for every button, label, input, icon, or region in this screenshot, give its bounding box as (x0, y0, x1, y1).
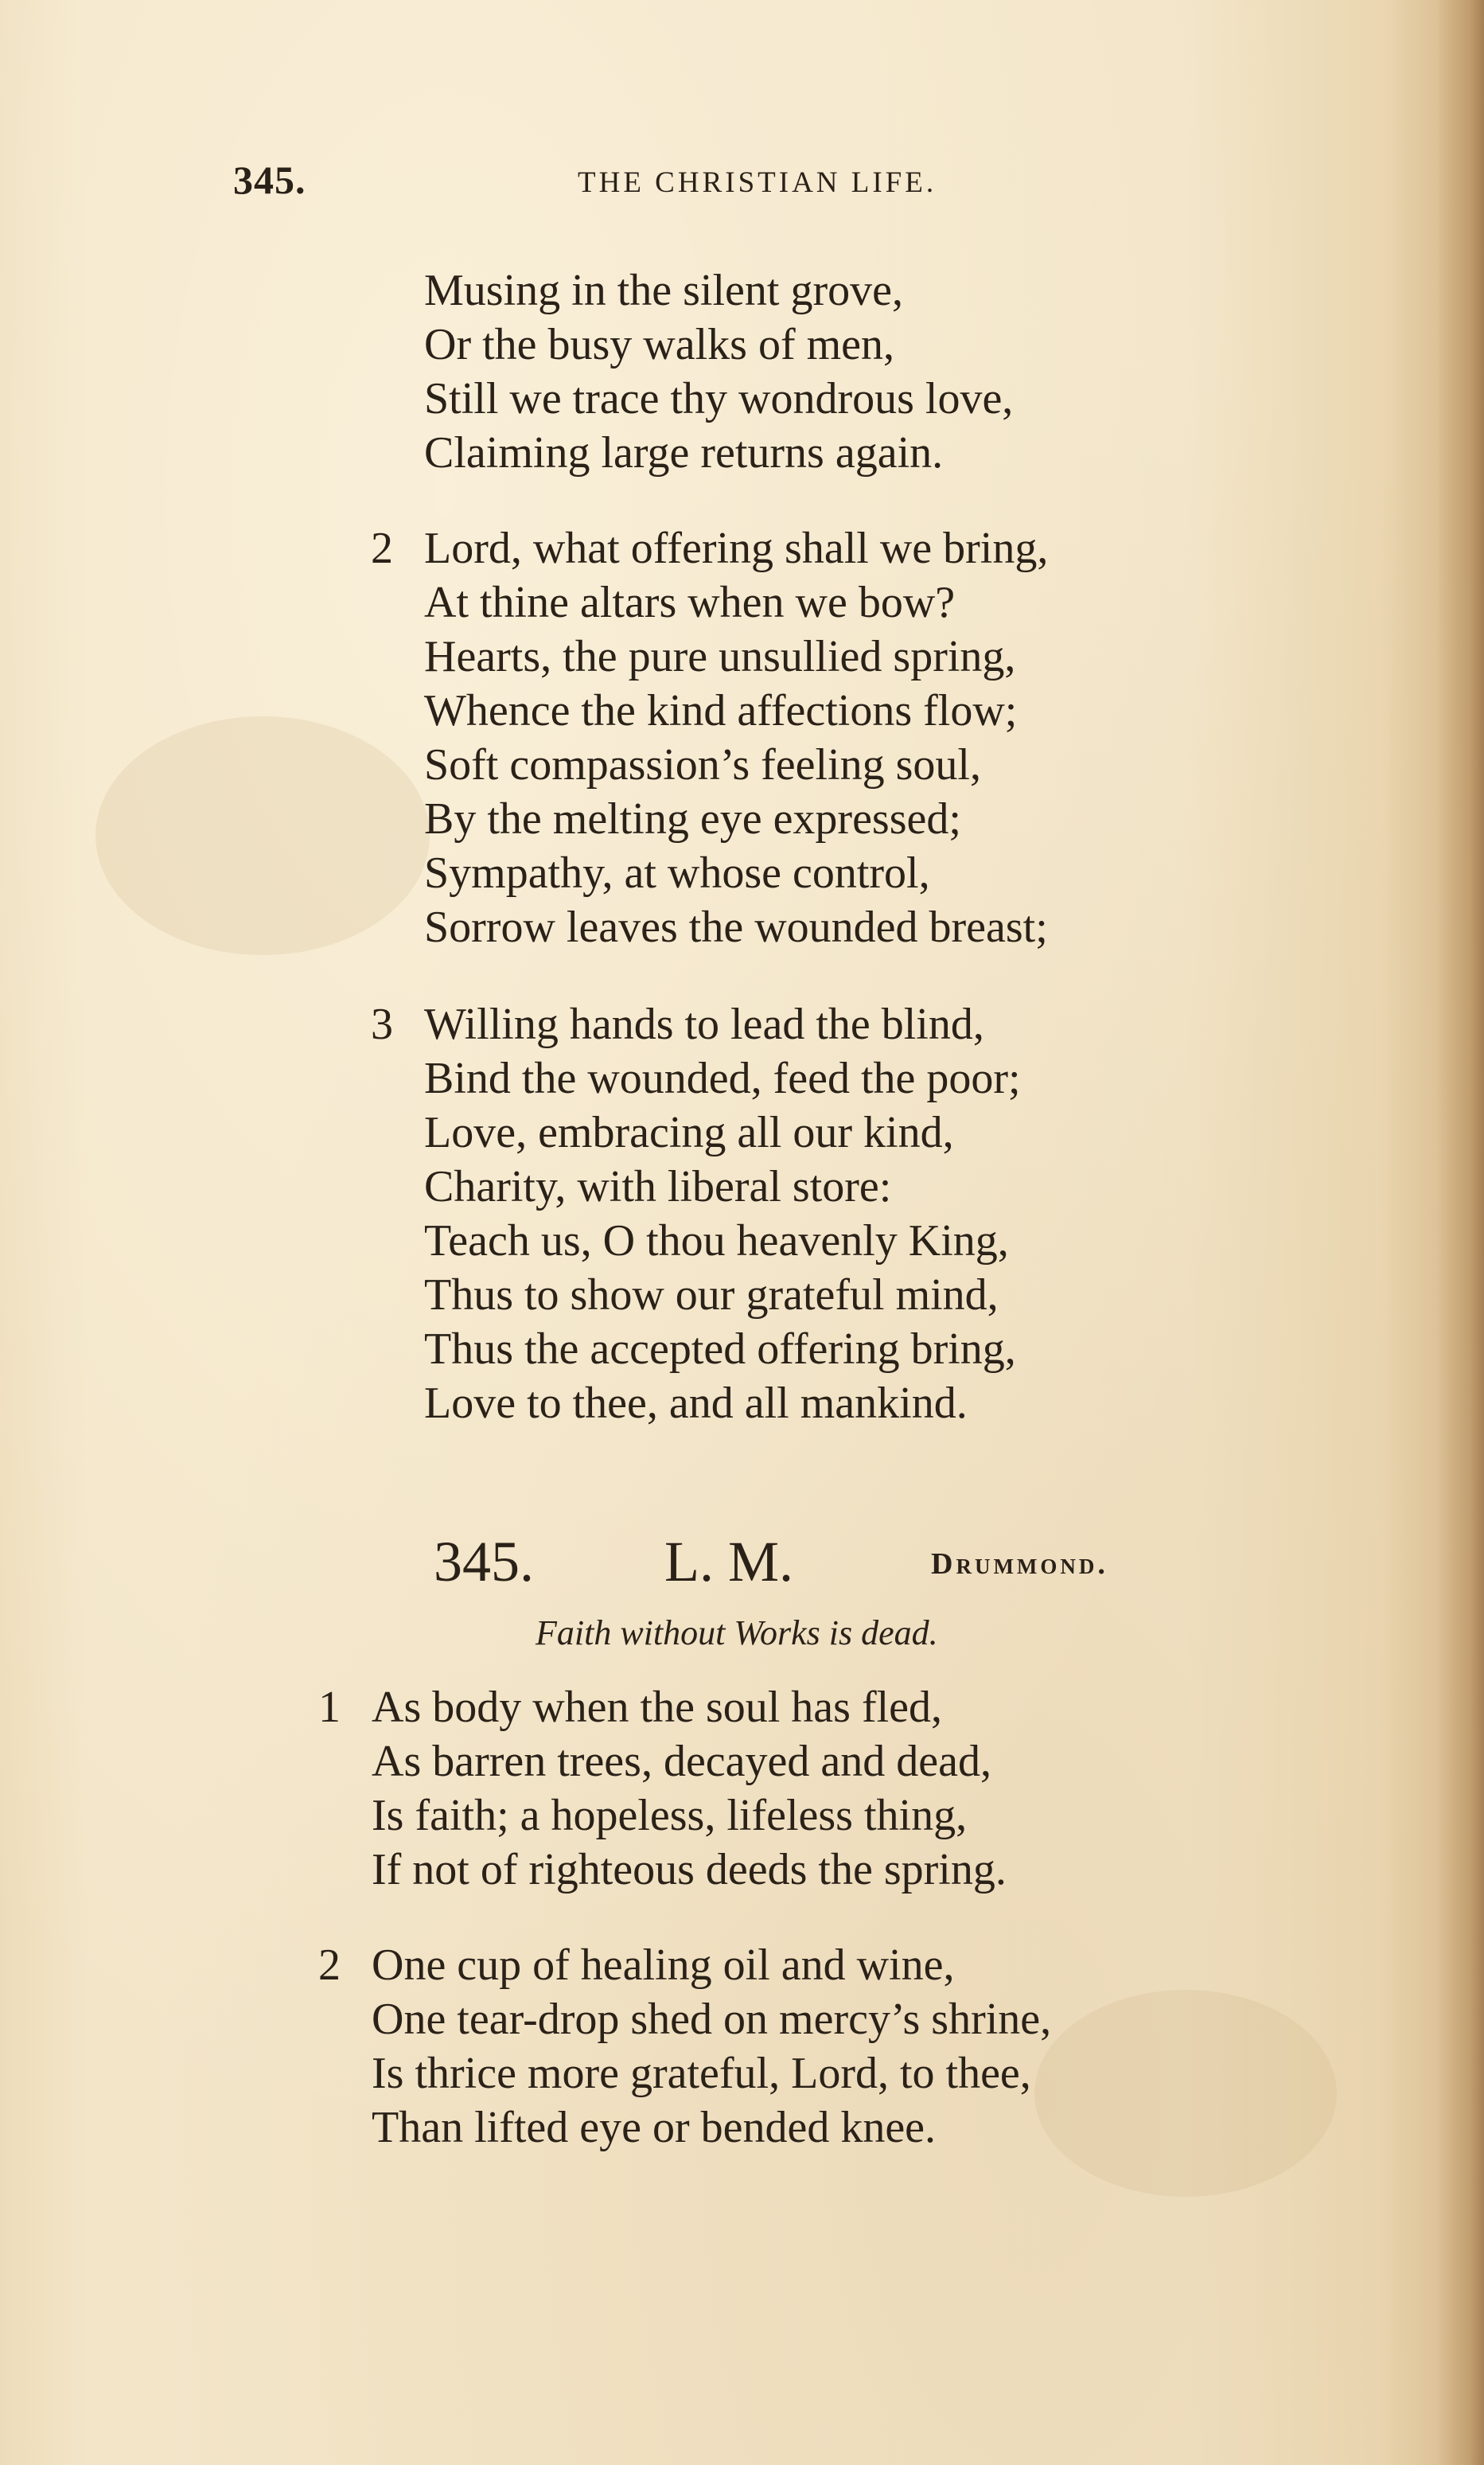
verse-line: Hearts, the pure unsullied spring, (424, 632, 1016, 681)
verse-line: At thine altars when we bow? (424, 578, 956, 627)
verse-line: Willing hands to lead the blind, (424, 1000, 984, 1049)
verse-number: 2 (371, 524, 393, 573)
hymn-author: Drummond. (931, 1547, 1108, 1581)
verse-line: Or the busy walks of men, (424, 320, 895, 369)
hymn-meter: L. M. (664, 1530, 793, 1593)
verse-line: Sorrow leaves the wounded breast; (424, 903, 1048, 952)
verse-line: Charity, with liberal store: (424, 1162, 892, 1211)
page-number: 345. (233, 158, 306, 202)
verse-line: Love to thee, and all mankind. (424, 1379, 968, 1428)
verse-line: If not of righteous deeds the spring. (372, 1845, 1007, 1894)
paper-stain (95, 716, 430, 955)
verse-line: Thus to show our grateful mind, (424, 1270, 999, 1320)
verse-line: Lord, what offering shall we bring, (424, 524, 1049, 573)
verse-line: Than lifted eye or bended knee. (372, 2103, 937, 2152)
verse-line: As body when the soul has fled, (372, 1683, 943, 1732)
verse-number: 3 (371, 1000, 393, 1049)
verse-line: One cup of healing oil and wine, (372, 1940, 955, 1990)
verse-line: Teach us, O thou heavenly King, (424, 1216, 1009, 1266)
verse-number: 2 (318, 1940, 341, 1990)
hymn-subtitle: Faith without Works is dead. (536, 1613, 938, 1652)
verse-number: 1 (318, 1683, 341, 1732)
verse-line: Love, embracing all our kind, (424, 1108, 954, 1157)
running-title: THE CHRISTIAN LIFE. (578, 166, 937, 199)
hymn-number: 345. (434, 1530, 534, 1593)
page-edge-shadow (1436, 0, 1484, 2465)
verse-line: Claiming large returns again. (424, 428, 944, 478)
verse-line: Thus the accepted offering bring, (424, 1324, 1016, 1374)
verse-line: Is thrice more grateful, Lord, to thee, (372, 2049, 1031, 2098)
verse-line: As barren trees, decayed and dead, (372, 1737, 991, 1786)
verse-line: By the melting eye expressed; (424, 794, 961, 844)
verse-line: One tear-drop shed on mercy’s shrine, (372, 1995, 1052, 2044)
verse-line: Soft compassion’s feeling soul, (424, 740, 981, 790)
paper-stain (1034, 1990, 1337, 2197)
verse-line: Is faith; a hopeless, lifeless thing, (372, 1791, 968, 1840)
verse-line: Whence the kind affections flow; (424, 686, 1018, 735)
verse-line: Still we trace thy wondrous love, (424, 374, 1014, 423)
verse-line: Bind the wounded, feed the poor; (424, 1054, 1021, 1103)
verse-line: Musing in the silent grove, (424, 266, 903, 315)
verse-line: Sympathy, at whose control, (424, 848, 930, 898)
